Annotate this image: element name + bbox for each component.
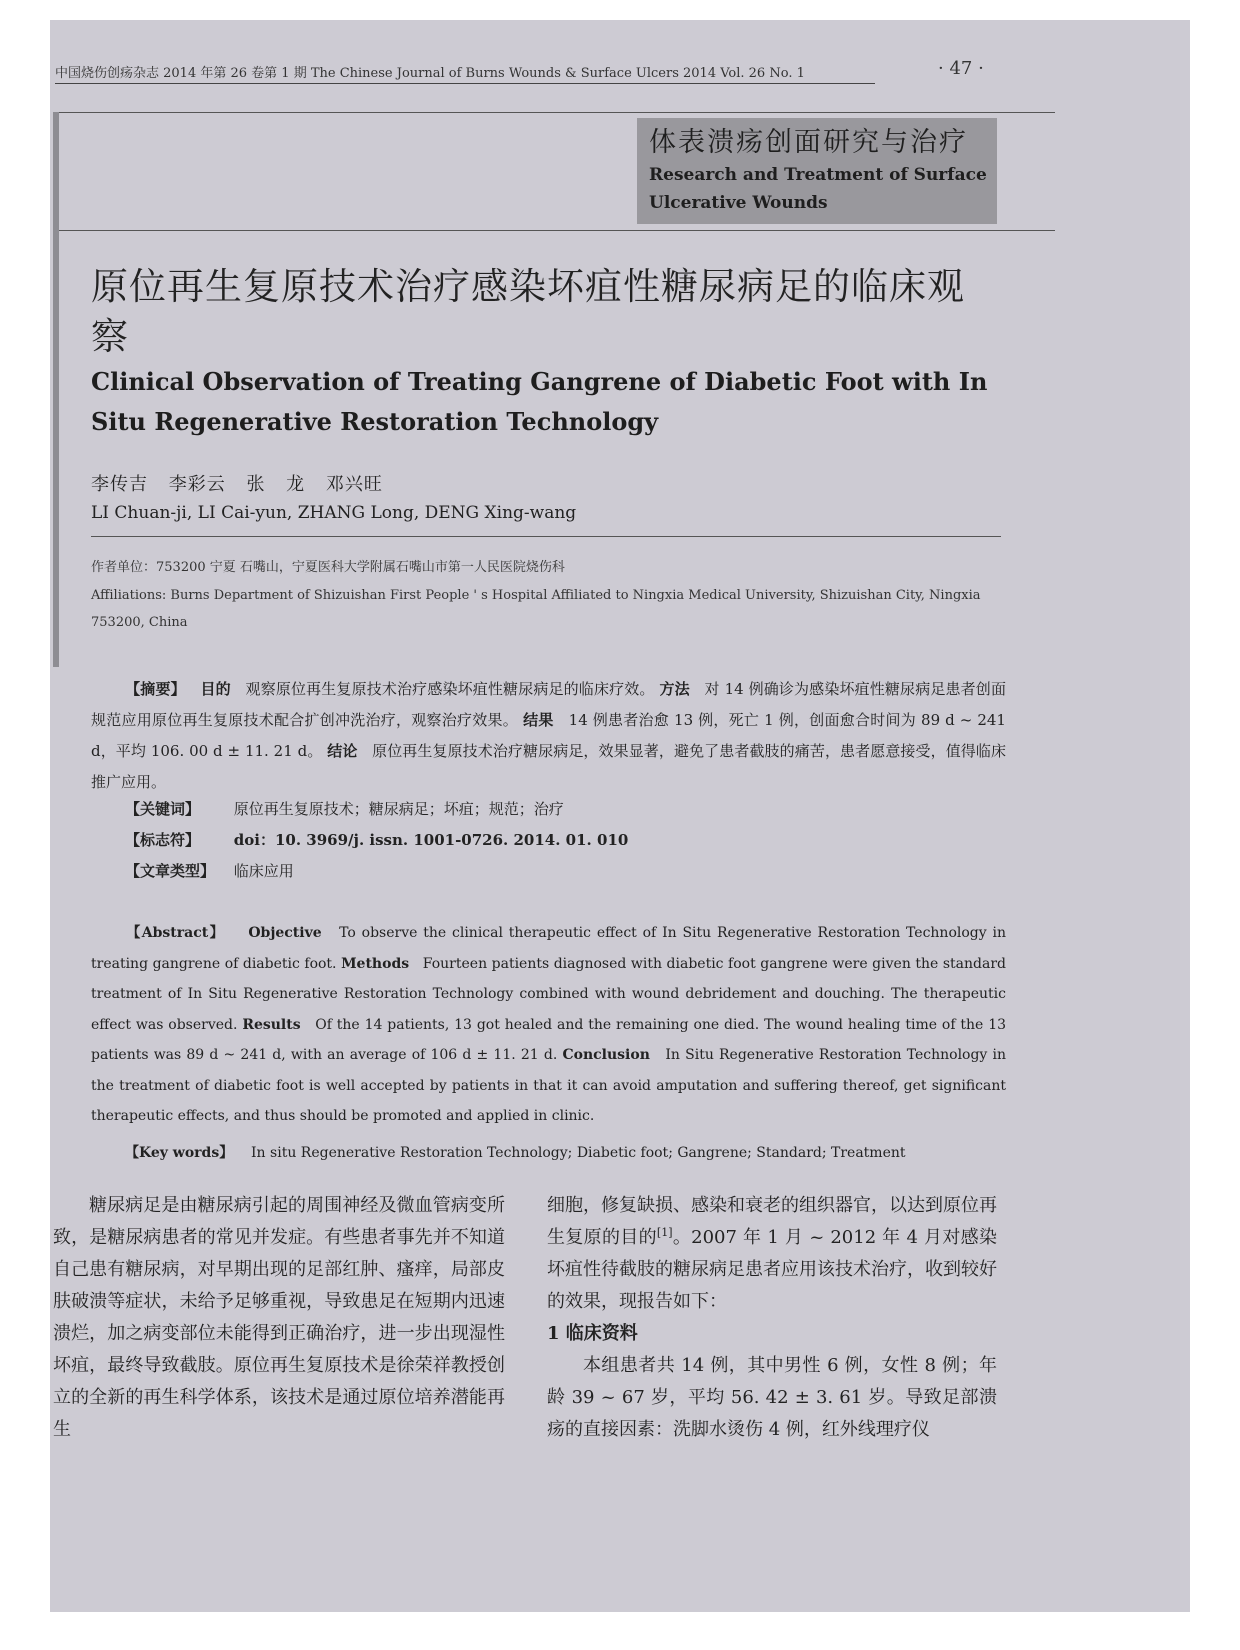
article-type-cn-label: 【文章类型】 bbox=[125, 862, 216, 880]
abstract-en-conclusion: In Situ Regenerative Restoration Technology in the treatment of diabetic foot is well accepted by patients in that it can avoid amputation and suffering thereof, get significant therapeutic effects, and thus should be promoted and applied in clinic. bbox=[91, 1047, 1007, 1124]
abstract-en-methods: Fourteen patients diagnosed with diabetic foot gangrene were given the standard treatment of In Situ Regenerative Restoration Technology combined with wound debridement and douching. The therapeutic effect was observed. bbox=[91, 955, 1006, 1033]
abstract-en-methods-label: Methods bbox=[341, 955, 410, 972]
abstract-en-results: Of the 14 patients, 13 got healed and the remaining one died. The wound healing time of the 13 patients was 89 d ~ 241 d, with an average of 106 d ± 11. 21 d. bbox=[91, 1016, 1007, 1063]
running-head: 中国烧伤创疡杂志 2014 年第 26 卷第 1 期 The Chinese Journal of Burns Wounds & Surface Ulcers 2014 Vol. 26 No. 1 bbox=[55, 62, 875, 84]
authors-rule bbox=[91, 536, 1001, 537]
article-title-en: Clinical Observation of Treating Gangrene of Diabetic Foot with In Situ Regenerative Restoration Technology bbox=[91, 367, 988, 436]
authors-en: LI Chuan-ji, LI Cai-yun, ZHANG Long, DENG Xing-wang bbox=[91, 503, 577, 523]
abstract-en-conclusion-label: Conclusion bbox=[562, 1047, 650, 1063]
section-title-cn: 体表溃疡创面研究与治疗 bbox=[649, 127, 968, 158]
abstract-cn-conclusion-label: 结论 bbox=[327, 742, 358, 760]
body-column-left bbox=[53, 1190, 505, 1446]
body-text: 。2007 年 1 月 ~ 2012 年 4 月对感染坏疽性待截肢的糖尿病足患者应用该技术治疗，收到较好的效果，现报告如下： bbox=[547, 1227, 997, 1312]
section-banner bbox=[637, 118, 997, 224]
authors-cn: 李传吉 李彩云 张 龙 邓兴旺 bbox=[91, 474, 383, 495]
abstract-cn-methods-label: 方法 bbox=[659, 680, 690, 698]
body-paragraph bbox=[547, 1190, 997, 1318]
keywords-cn-value: 原位再生复原技术；糖尿病足；坏疽；规范；治疗 bbox=[233, 800, 564, 818]
citation-ref: [1] bbox=[656, 1226, 673, 1239]
left-margin-bar bbox=[53, 112, 59, 667]
keywords-cn-row bbox=[125, 798, 564, 819]
keywords-en-label: 【Key words】 bbox=[125, 1145, 234, 1161]
abstract-en-objective-label: Objective bbox=[248, 925, 322, 941]
abstract-cn-objective: 观察原位再生复原技术治疗感染坏疽性糖尿病足的临床疗效。 bbox=[245, 680, 655, 698]
abstract-en bbox=[91, 918, 1006, 1132]
section-title-en-line2: Ulcerative Wounds bbox=[649, 193, 828, 213]
abstract-cn-results-label: 结果 bbox=[523, 711, 554, 729]
abstract-cn-objective-label: 目的 bbox=[200, 680, 231, 698]
header-frame-top-rule bbox=[55, 112, 1055, 113]
article-type-cn-value: 临床应用 bbox=[233, 862, 294, 880]
abstract-cn-methods: 对 14 例确诊为感染坏疽性糖尿病足患者创面规范应用原位再生复原技术配合扩创冲洗治疗，观察治疗效果。 bbox=[91, 680, 1006, 729]
header-frame-bottom-rule bbox=[55, 230, 1055, 231]
keywords-en-row bbox=[125, 1142, 906, 1162]
article-title-cn: 原位再生复原技术治疗感染坏疽性糖尿病足的临床观察 bbox=[91, 265, 965, 358]
abstract-cn-label: 【摘要】 bbox=[125, 680, 186, 698]
abstract-en-objective: To observe the clinical therapeutic effect of In Situ Regenerative Restoration Technology in treating gangrene of diabetic foot. bbox=[91, 925, 1006, 972]
doi-cn-label: 【标志符】 bbox=[125, 831, 201, 849]
affiliation-en bbox=[91, 582, 1006, 636]
affiliation-en-body: Burns Department of Shizuishan First People ' s Hospital Affiliated to Ningxia Medical University, Shizuishan City, Ningxia 753200, China bbox=[91, 588, 981, 630]
section-title-en-line1: Research and Treatment of Surface bbox=[649, 165, 987, 185]
body-paragraph: 本组患者共 14 例，其中男性 6 例，女性 8 例；年龄 39 ~ 67 岁，平均 56. 42 ± 3. 61 岁。导致足部溃疡的直接因素：洗脚水烫伤 4 例，红外线理疗仪 bbox=[547, 1355, 997, 1440]
article-type-cn-row bbox=[125, 860, 294, 881]
abstract-cn-conclusion: 原位再生复原技术治疗糖尿病足，效果显著，避免了患者截肢的痛苦，患者愿意接受，值得临床推广应用。 bbox=[91, 742, 1006, 791]
body-text: 细胞，修复缺损、感染和衰老的组织器官，以达到原位再生复原的目的 bbox=[547, 1195, 997, 1248]
section-heading: 1 临床资料 bbox=[547, 1323, 638, 1344]
affiliation-en-label: Affiliations: bbox=[91, 588, 167, 603]
keywords-en-value: In situ Regenerative Restoration Technology; Diabetic foot; Gangrene; Standard; Treatment bbox=[251, 1145, 906, 1161]
affiliation-cn: 作者单位：753200 宁夏 石嘴山，宁夏医科大学附属石嘴山市第一人民医院烧伤科 bbox=[91, 560, 565, 575]
keywords-cn-label: 【关键词】 bbox=[125, 800, 201, 818]
body-paragraph: 糖尿病足是由糖尿病引起的周围神经及微血管病变所致，是糖尿病患者的常见并发症。有些患者事先并不知道自己患有糖尿病，对早期出现的足部红肿、瘙痒，局部皮肤破溃等症状，未给予足够重视，导致患足在短期内迅速溃烂，加之病变部位未能得到正确治疗，进一步出现湿性坏疽，最终导致截肢。原位再生复原技术是徐荣祥教授创立的全新的再生科学体系，该技术是通过原位培养潜能再生 bbox=[53, 1195, 505, 1440]
abstract-cn bbox=[91, 674, 1006, 798]
abstract-cn-results: 14 例患者治愈 13 例，死亡 1 例，创面愈合时间为 89 d ~ 241 d，平均 106. 00 d ± 11. 21 d。 bbox=[91, 711, 1006, 760]
body-column-right bbox=[547, 1190, 997, 1446]
abstract-en-label: 【Abstract】 bbox=[125, 925, 225, 941]
abstract-en-results-label: Results bbox=[242, 1016, 301, 1033]
doi-cn-value: doi：10. 3969/j. issn. 1001-0726. 2014. 01. 010 bbox=[233, 831, 629, 849]
page-number: · 47 · bbox=[938, 58, 984, 79]
doi-cn-row bbox=[125, 829, 628, 850]
